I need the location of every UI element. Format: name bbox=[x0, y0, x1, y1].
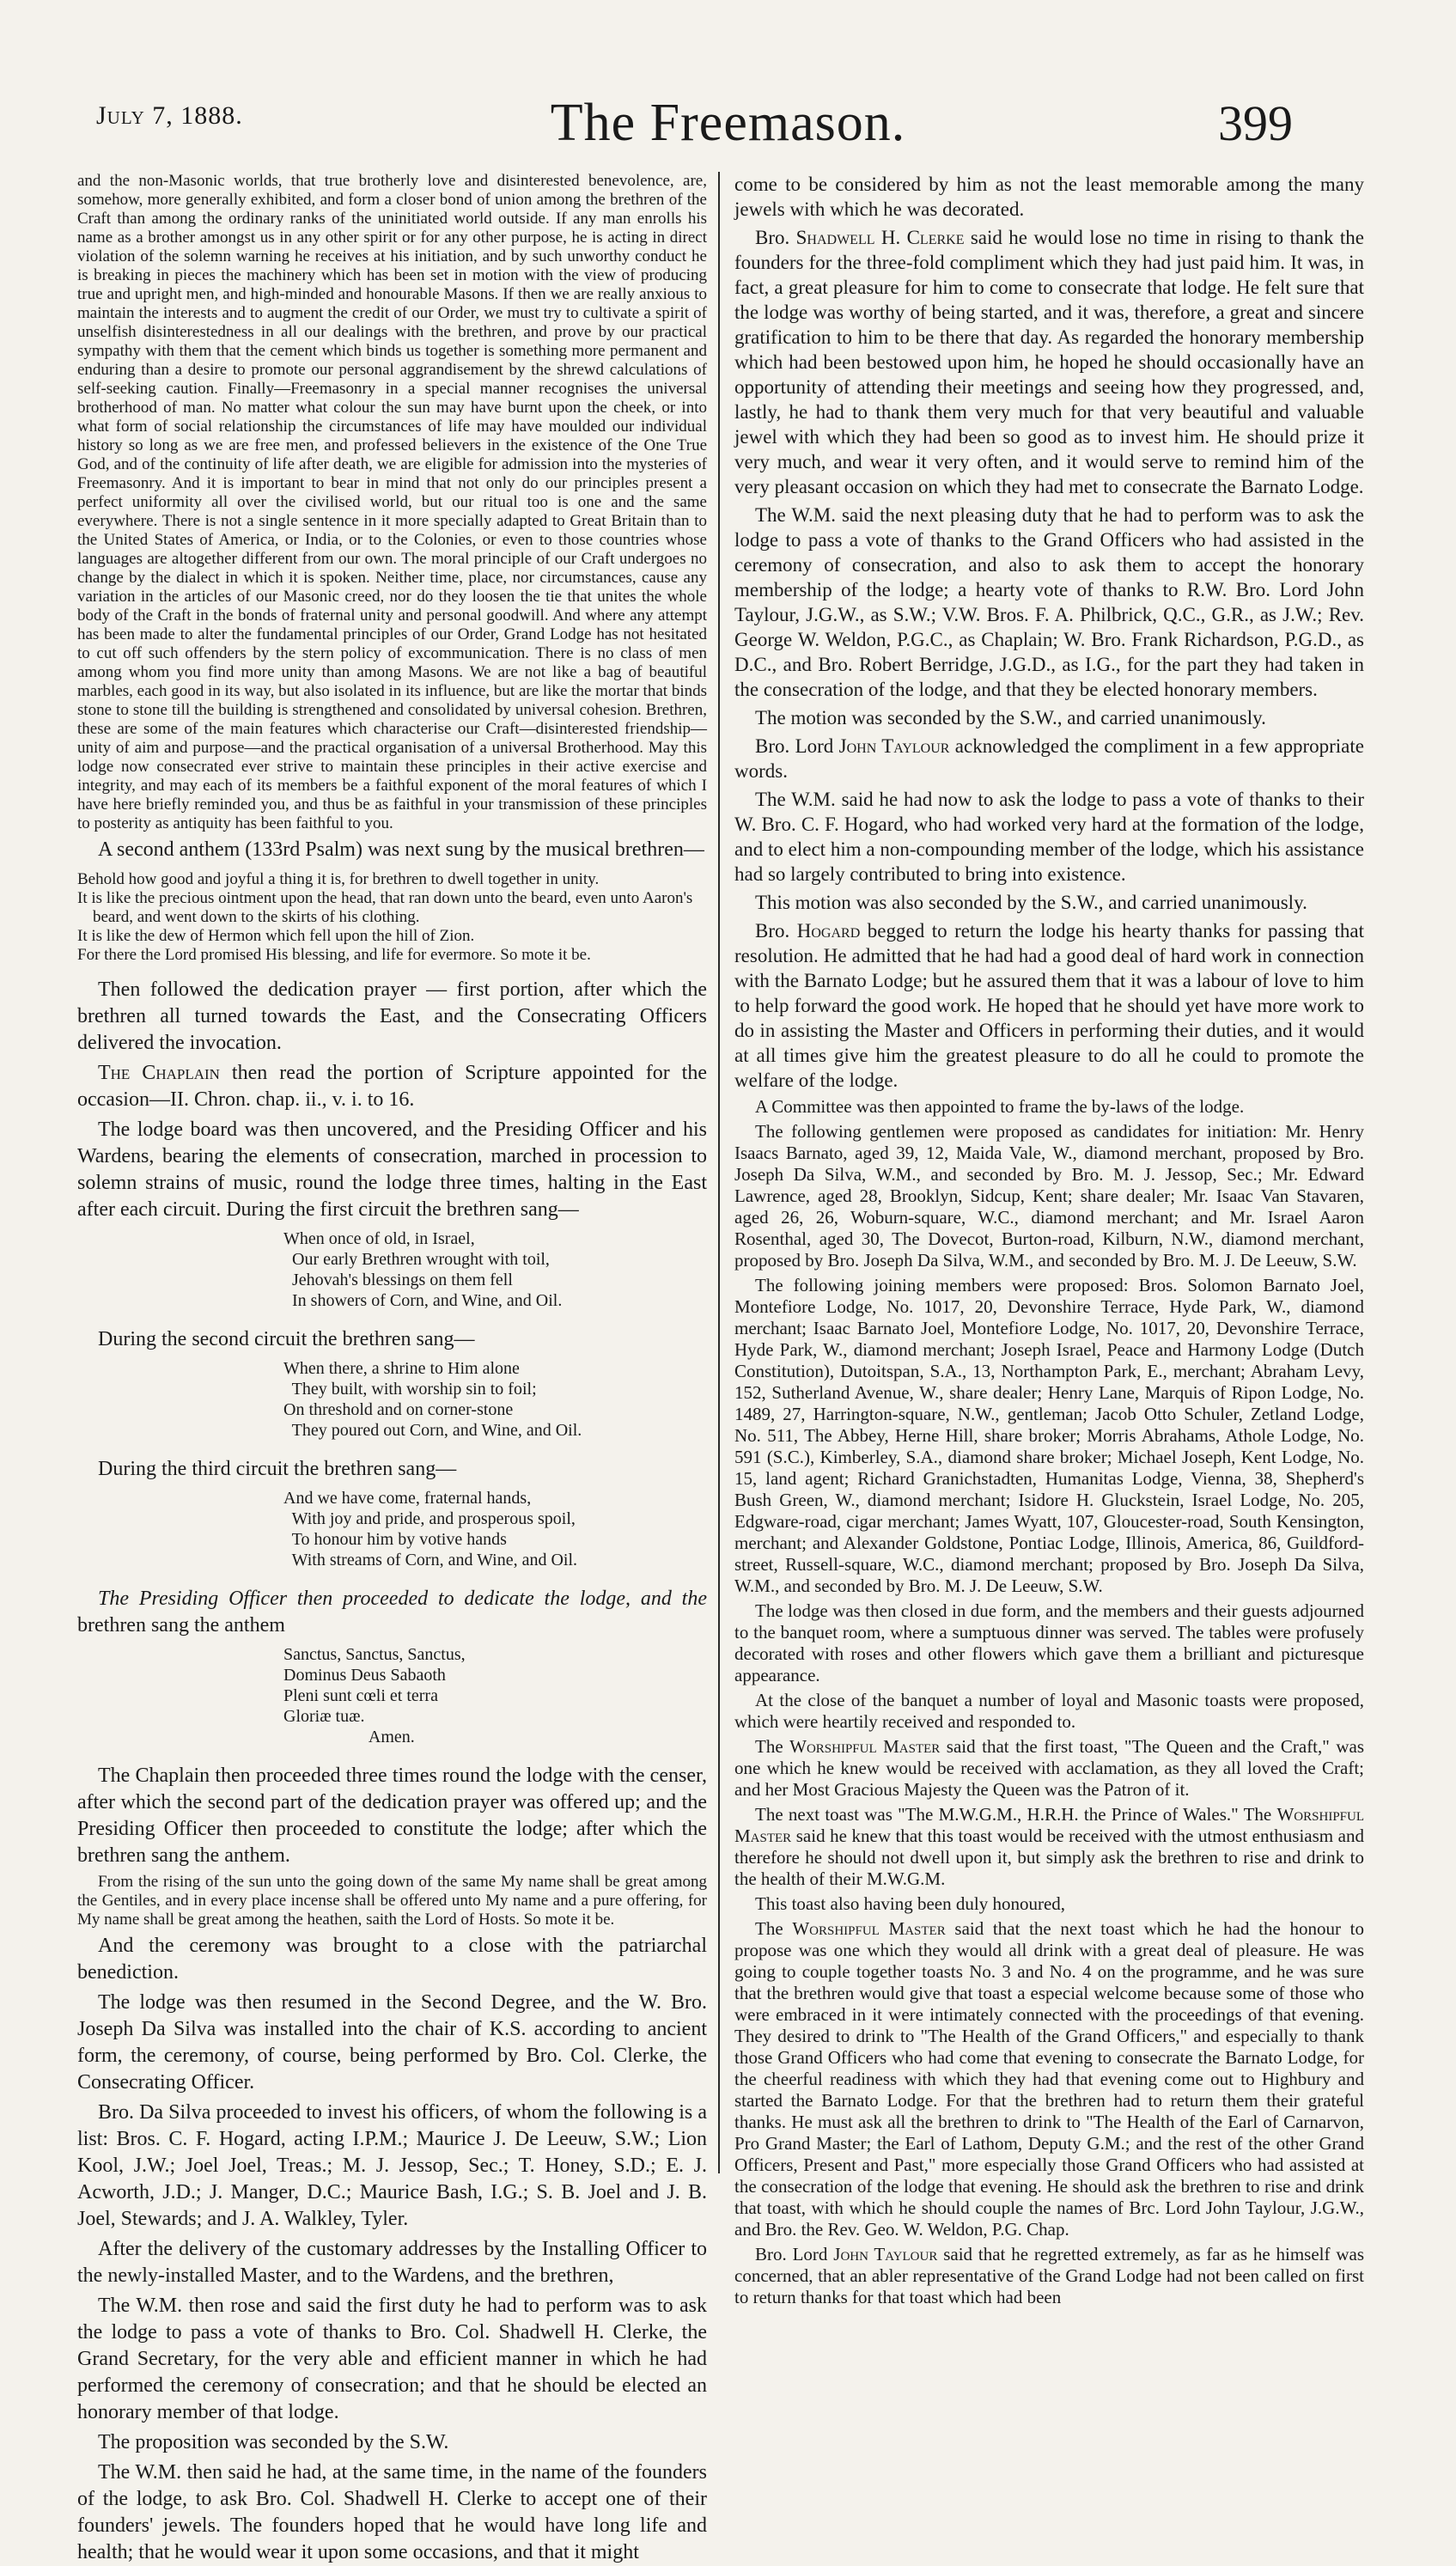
paragraph-committee: A Committee was then appointed to frame the by-laws of the lodge. bbox=[755, 1096, 1245, 1117]
verse-line: In showers of Corn, and Wine, and Oil. bbox=[283, 1291, 563, 1310]
verse-line: With joy and pride, and prosperous spoil, bbox=[283, 1509, 576, 1528]
verse-line: When once of old, in Israel, bbox=[283, 1229, 475, 1248]
paragraph-officers-list: Bro. Da Silva proceeded to invest his officers, of whom the following is a list: Bros. C. F. Hogard, acting I.P.M.; Maurice J. De Leeuw, S.W.; Lion Kool, J.W.; Joel Joel, Treas.; M. J. Jessop, Sec.; T. Honey, S.D.; E. J. Acworth, J.D.; J. Manger, D.C.; Maurice Bash, I.G.; S. B. Joel and J. B. Joel, Stewards; and J. A. Walkley, Tyler. bbox=[77, 2101, 707, 2230]
speech-text: said he knew that this toast would be received with the utmost enthusiasm and therefore he should not dwell upon it, but simply ask the brethren to rise and drink to the health of their M.W.G.M. bbox=[734, 1825, 1364, 1889]
paragraph-grand-officers-thanks: The W.M. said the next pleasing duty that he had to perform was to ask the lodge to pass a vote of thanks to the Grand Officers who had assisted in the ceremony of consecration, and also to ask them to accept the honorary membership of the lodge; a hearty vote of thanks to R.W. Bro. Lord John Taylour, J.G.W., as S.W.; V.W. Bros. F. A. Philbrick, Q.C., G.R., as J.W.; Rev. George W. Weldon, P.G.C., as Chaplain; W. Bro. Frank Richardson, P.G.D., as D.C., and Bro. Robert Berridge, J.G.D., as I.G., for the part they had taken in the consecration of the lodge, and that they be elected honorary members. bbox=[734, 504, 1364, 700]
verse-line: They poured out Corn, and Wine, and Oil. bbox=[283, 1421, 582, 1440]
psalm-133 bbox=[77, 870, 707, 965]
psalm-line: For there the Lord promised His blessing, and life for evermore. So mote it be. bbox=[77, 946, 591, 964]
speech-text: said he would lose no time in rising to thank the founders for the three-fold compliment which they had just paid him. It was, in fact, a great pleasure for him to come to consecrate that lodge. He felt sure that the lodge was worthy of being started, and it was, therefore, a great and sincere gratification to him to be there that day. As regarded the honorary membership which had been bestowed upon him, he hoped he should occasionally have an opportunity of attending their meetings and seeing how they progressed, and, lastly, he had to thank them very much for that very beautiful and valuable jewel with which they had been so good as to invest him. He should prize it very much, and wear it very often, and it would serve to remind him of the very pleasant occasion on which they had met to consecrate the Barnato Lodge. bbox=[734, 227, 1365, 497]
paragraph-lord-taylour bbox=[734, 734, 1364, 783]
text-prefix: Bro. bbox=[755, 920, 797, 942]
right-column bbox=[734, 172, 1365, 2307]
verse-line: On threshold and on corner-stone bbox=[283, 1400, 514, 1419]
paragraph-addresses: After the delivery of the customary addresses by the Installing Officer to the newly-installed Master, and to the Wardens, and the brethren, bbox=[77, 2238, 707, 2287]
paragraph-lodge-closed: The lodge was then closed in due form, and the members and their guests adjourned to the banquet room, where a sumptuous dinner was served. The tables were profusely decorated with roses and other flowers which gave them a brilliant and picturesque appearance. bbox=[734, 1600, 1364, 1685]
paragraph-toast-honoured: This toast also having been duly honoured, bbox=[755, 1893, 1066, 1914]
speaker-name: John Taylour bbox=[838, 735, 950, 757]
verse-line: When there, a shrine to Him alone bbox=[283, 1359, 520, 1378]
verse-line: With streams of Corn, and Wine, and Oil. bbox=[283, 1551, 578, 1569]
article-columns bbox=[77, 172, 1374, 2563]
verse-line: And we have come, fraternal hands, bbox=[283, 1489, 532, 1508]
paragraph-dedication: Then followed the dedication prayer — first portion, after which the brethren all turned towards the East, and the Consecrating Officers delivered the invocation. bbox=[77, 978, 707, 1054]
anthem-line: Amen. bbox=[283, 1728, 415, 1746]
paragraph-banquet: At the close of the banquet a number of loyal and Masonic toasts were proposed, which were heartily received and responded to. bbox=[734, 1690, 1364, 1732]
verse-first-circuit bbox=[283, 1228, 707, 1311]
chaplain-name: The Chaplain bbox=[98, 1062, 220, 1084]
paragraph-continued: come to be considered by him as not the least memorable among the many jewels with which he was decorated. bbox=[734, 174, 1364, 220]
chaplain-text: then read the portion of Scripture appointed for the occasion—II. Chron. chap. ii., v. i. to 16. bbox=[77, 1062, 708, 1111]
speech-text: said that he regretted extremely, as far as he himself was concerned, that an abler representative of the Grand Lodge had not been called on first to return thanks for that toast which had been bbox=[734, 2244, 1364, 2307]
speech-text: said that the next toast which he had the honour to propose was one which they would all drink with a great deal of pleasure. He was going to couple together toasts No. 3 and No. 4 on the programme, and he was sure that the brethren would give that toast a especial welcome because some of those who were embraced in it were intimately connected with the proceedings of that evening. They desired to drink to "The Health of the Grand Officers," and especially to thank those Grand Officers who had come that evening to consecrate the Barnato Lodge, for the cheerful readiness with which they had that evening come out to Highbury and started the Barnato Lodge. For that the brethren had to return them their grateful thanks. He must ask all the brethren to drink to "The Health of the Earl of Carnarvon, Pro Grand Master; the Earl of Lathom, Deputy G.M.; and the rest of the other Grand Officers, Present and Past," more especially those Grand Officers who had assisted at the consecration of the lodge that evening. He should ask the brethren to rise and drink that toast, with which he should couple the names of Brc. Lord John Taylour, J.G.W., and Bro. the Rev. Geo. W. Weldon, P.G. Chap. bbox=[734, 1918, 1364, 2240]
paragraph-shadwell-clerke bbox=[734, 225, 1364, 499]
anthem-sanctus bbox=[283, 1644, 707, 1747]
paragraph-toast-grand-officers bbox=[734, 1918, 1364, 2240]
psalm-line: Behold how good and joyful a thing it is, for brethren to dwell together in unity. bbox=[77, 870, 600, 888]
presiding-text: brethren sang the anthem bbox=[77, 1614, 285, 1637]
paragraph-motion-carried-2: This motion was also seconded by the S.W., and carried unanimously. bbox=[755, 892, 1307, 913]
anthem-line: Pleni sunt cœli et terra bbox=[283, 1686, 438, 1705]
presiding-italic: The Presiding Officer then proceeded to dedicate the lodge, and the bbox=[98, 1588, 707, 1610]
verse-third-circuit bbox=[283, 1488, 707, 1570]
paragraph-seconded: The proposition was seconded by the S.W. bbox=[98, 2431, 449, 2453]
left-column bbox=[77, 172, 708, 2563]
text-prefix: The bbox=[755, 1918, 793, 1939]
speaker-name: Worshipful Master bbox=[792, 1918, 946, 1939]
text-prefix: Bro. bbox=[755, 227, 796, 248]
paragraph-vote-of-thanks: The W.M. then rose and said the first duty he had to perform was to ask the lodge to pass a vote of thanks to Bro. Col. Shadwell H. Clerke, the Grand Secretary, for the very able and efficient manner in which he had performed the ceremony of consecration; and that he should be elected an honorary member of that lodge. bbox=[77, 2295, 707, 2423]
paragraph-presiding-officer bbox=[77, 1586, 707, 1639]
paragraph-toast-queen bbox=[734, 1736, 1364, 1801]
paragraph-benediction: And the ceremony was brought to a close with the patriarchal benediction. bbox=[77, 1935, 707, 1984]
paragraph-second-anthem: A second anthem (133rd Psalm) was next sung by the musical brethren— bbox=[98, 838, 704, 861]
paragraph-chaplain-scripture bbox=[77, 1060, 707, 1113]
paragraph-hogard-thanks: The W.M. said he had now to ask the lodge to pass a vote of thanks to their W. Bro. C. F. Hogard, who had worked very hard at the formation of the lodge, and to elect him a non-compounding member of the lodge, which his assistance had so largely contributed to bring into existence. bbox=[734, 789, 1364, 885]
speaker-name: Hogard bbox=[796, 920, 861, 942]
speech-text: begged to return the lodge his hearty thanks for passing that resolution. He admitted that he had had a good deal of hard work in connection with the Barnato Lodge; but he assured them that it was a labour of love to him to help forward the good work. He hoped that he should yet have more work to do in assisting the Master and Officers in performing their duties, and it would at all times give him the greatest pleasure to do all he could to promote the welfare of the lodge. bbox=[734, 920, 1364, 1091]
verse-line: Jehovah's blessings on them fell bbox=[283, 1271, 513, 1289]
paragraph-installation: The lodge was then resumed in the Second Degree, and the W. Bro. Joseph Da Silva was installed into the chair of K.S. according to ancient form, the ceremony, of course, being performed by Bro. Col. Clerke, the Consecrating Officer. bbox=[77, 1991, 707, 2094]
masthead-title: The Freemason. bbox=[550, 94, 906, 152]
paragraph-lodge-board: The lodge board was then uncovered, and the Presiding Officer and his Wardens, bearing the elements of consecration, marched in procession to solemn strains of music, round the lodge three times, halting in the East after each circuit. During the first circuit the brethren sang— bbox=[77, 1118, 707, 1221]
verse-line: They built, with worship sin to foil; bbox=[283, 1380, 537, 1399]
paragraph-censer: The Chaplain then proceeded three times round the lodge with the censer, after which the second part of the dedication prayer was offered up; and the Presiding Officer then proceeded to constitute the lodge; after which the brethren sang the anthem. bbox=[77, 1765, 707, 1867]
paragraph-motion-carried: The motion was seconded by the S.W., and carried unanimously. bbox=[755, 707, 1266, 728]
anthem-line: Gloriæ tuæ. bbox=[283, 1707, 365, 1726]
psalm-line: It is like the precious ointment upon the head, that ran down unto the beard, even unto Aaron's beard, and went down to the skirts of his clothing. bbox=[77, 889, 693, 926]
text-prefix: The bbox=[755, 1736, 790, 1757]
paragraph-hogard-reply bbox=[734, 918, 1364, 1093]
verse-line: Our early Brethren wrought with toil, bbox=[283, 1250, 550, 1269]
speech-text: said that the first toast, "The Queen and the Craft," was one which he knew would be received with acclamation, as they all loved the Craft; and her Most Gracious Majesty the Queen was the Patron of it. bbox=[734, 1736, 1364, 1800]
speaker-name: Shadwell H. Clerke bbox=[795, 227, 965, 248]
anthem-line: Sanctus, Sanctus, Sanctus, bbox=[283, 1645, 466, 1664]
verse-line: To honour him by votive hands bbox=[283, 1530, 507, 1549]
paragraph-candidates: The following gentlemen were proposed as candidates for initiation: Mr. Henry Isaacs Barnato, aged 39, 12, Maida Vale, W., diamond merchant, proposed by Bro. Joseph Da Silva, W.M., and seconded by Bro. M. J. Jessop, Sec.; Mr. Edward Lawrence, aged 28, Brooklyn, Sidcup, Kent; share dealer; Mr. Isaac Van Stavaren, aged 26, 26, Woburn-square, W.C., diamond merchant; and Mr. Israel Aaron Rosenthal, aged 30, The Dovecot, Burton-road, Kilburn, N.W., diamond merchant, proposed by Bro. Joseph Da Silva, W.M., and seconded by Bro. M. J. De Leeuw, S.W. bbox=[734, 1121, 1364, 1271]
anthem-line: Dominus Deus Sabaoth bbox=[283, 1666, 446, 1685]
psalm-line: It is like the dew of Hermon which fell upon the hill of Zion. bbox=[77, 927, 475, 945]
speaker-name: Worshipful Master bbox=[789, 1736, 941, 1757]
speaker-name: Worshipful Master bbox=[734, 1804, 1364, 1846]
text-prefix: Bro. Lord bbox=[755, 735, 839, 757]
issue-date: July 7, 1888. bbox=[96, 101, 243, 130]
speaker-name: John Taylour bbox=[833, 2244, 938, 2264]
paragraph-third-circuit: During the third circuit the brethren sang— bbox=[98, 1458, 457, 1480]
paragraph-founders-jewel: The W.M. then said he had, at the same time, in the name of the founders of the lodge, to ask Bro. Col. Shadwell H. Clerke to accept one of their founders' jewels. The founders hoped that he would have long life and health; that he would wear it upon some occasions, and that it might bbox=[77, 2461, 707, 2563]
paragraph-second-circuit: During the second circuit the brethren sang— bbox=[98, 1328, 475, 1350]
oration-text: and the non-Masonic worlds, that true brotherly love and disinterested benevolence, are, somehow, more generally exhibited, and form a closer bond of union among the brethren of the Craft than among the ordinary ranks of the uninitiated world outside. If any man enrolls his name as a brother amongst us in any other spirit or for any other purpose, he is acting in direct violation of the solemn warning he receives at his initiation, and by such unworthy conduct he is breaking in pieces the machinery which has been set in motion with the view of producing true and upright men, and high-minded and honourable Masons. If then we are really anxious to maintain the interests and to augment the credit of our Order, we must try to cultivate a spirit of unselfish disinterestedness in all our dealings with the brethren, and prove by our practical sympathy with them that the cement which binds us together is something more permanent and enduring than a desire to promote our personal aggrandisement by the shrewd calculations of self-seeking caution. Finally—Freemasonry in a special manner recognises the universal brotherhood of man. No matter what colour the sun may have burnt upon the cheek, or into what form of social relationship the circumstances of life may have moulded our individual history so long as we are free men, and professed believers in the existence of the One True God, and of the continuity of life after death, we are eligible for admission into the mysteries of Freemasonry. And it is important to bear in mind that not only do our principles present a perfect uniformity all over the civilised world, but our ritual too is one and the same everywhere. There is not a single sentence in it more specially adapted to Great Britain than to the United States of America, or India, or to the Colonies, or even to those countries whose languages are altogether different from our own. The moral principle of our Craft undergoes no change by the dialect in which it is spoken. Neither time, place, nor circumstances, cause any variation in the articles of our Masonic creed, nor do they loosen the tie that unites the whole body of the Craft in the bonds of fraternal unity and personal goodwill. And where any attempt has been made to alter the fundamental principles of our Order, Grand Lodge has not hesitated to cut off such offenders by the stern policy of excommunication. There is no class of men among whom you find more unity than among Masons. We are not like a bag of beautiful marbles, each good in its way, but also isolated in its influence, but are like the mortar that binds stone to stone till the building is strengthened and consolidated by universal cohesion. Brethren, these are some of the main features which characterise our Craft—disinterested friendship—unity of aim and purpose—and the practical organisation of a universal Brotherhood. May this lodge now consecrated ever strive to maintain these principles in their active exercise and integrity, and may each of its members be a faithful exponent of the moral features of which I have here briefly reminded you, and thus be as faithful in your transmission of these principles to posterity as antiquity has been faithful to you. bbox=[77, 172, 707, 832]
page-number: 399 bbox=[1218, 95, 1293, 151]
paragraph-joining-members: The following joining members were proposed: Bros. Solomon Barnato Joel, Montefiore Lodge, No. 1017, 20, Devonshire Terrace, Hyde Park, W., diamond merchant; Isaac Barnato Joel, Montefiore Lodge, No. 1017, 20, Devonshire Terrace, Hyde Park, W., diamond merchant; Joseph Israel, Peace and Harmony Lodge (Dutch Constitution), Dutoitspan, S.A., 13, Northampton Park, E., merchant; Abraham Levy, 152, Sutherland Avenue, W., share dealer; Henry Lane, Marquis of Ripon Lodge, No. 1489, 27, Harrington-square, N.W., gentleman; Jacob Otto Schuler, Zetland Lodge, No. 511, The Abbey, Herne Hill, share broker; Morris Abrahams, Athole Lodge, No. 591 (S.C.), Kimberley, S.A., diamond share broker; Michael Joseph, Kent Lodge, No. 15, land agent; Richard Granichstadten, Humanitas Lodge, Vienna, 38, Shepherd's Bush Green, W., diamond merchant; Isidore H. Gluckstein, Israel Lodge, No. 205, Edgware-road, cigar merchant; James Wyatt, 107, Gloucester-road, South Kensington, merchant; and Alexander Goldstone, Pontiac Lodge, Illinois, America, 86, Guildford-street, Russell-square, W.C., diamond merchant; proposed by Bro. Joseph Da Silva, W.M., and seconded by Bro. M. J. De Leeuw, S.W. bbox=[734, 1275, 1364, 1596]
text-prefix: Bro. Lord bbox=[755, 2244, 834, 2264]
column-rule bbox=[718, 172, 720, 2173]
speech-text: acknowledged the compliment in a few appropriate words. bbox=[734, 735, 1364, 782]
paragraph-toast-prince bbox=[734, 1804, 1364, 1890]
anthem-rising-sun: From the rising of the sun unto the going down of the same My name shall be great among the Gentiles, and in every place incense shall be offered unto My name and a pure offering, for My name shall be great among the heathen, saith the Lord of Hosts. So mote it be. bbox=[77, 1873, 707, 1929]
text-prefix: The next toast was "The M.W.G.M., H.R.H. the Prince of Wales." The bbox=[755, 1804, 1277, 1825]
page-header bbox=[0, 0, 1456, 172]
verse-second-circuit bbox=[283, 1358, 707, 1441]
paragraph-lord-taylour-reply bbox=[734, 2244, 1364, 2308]
